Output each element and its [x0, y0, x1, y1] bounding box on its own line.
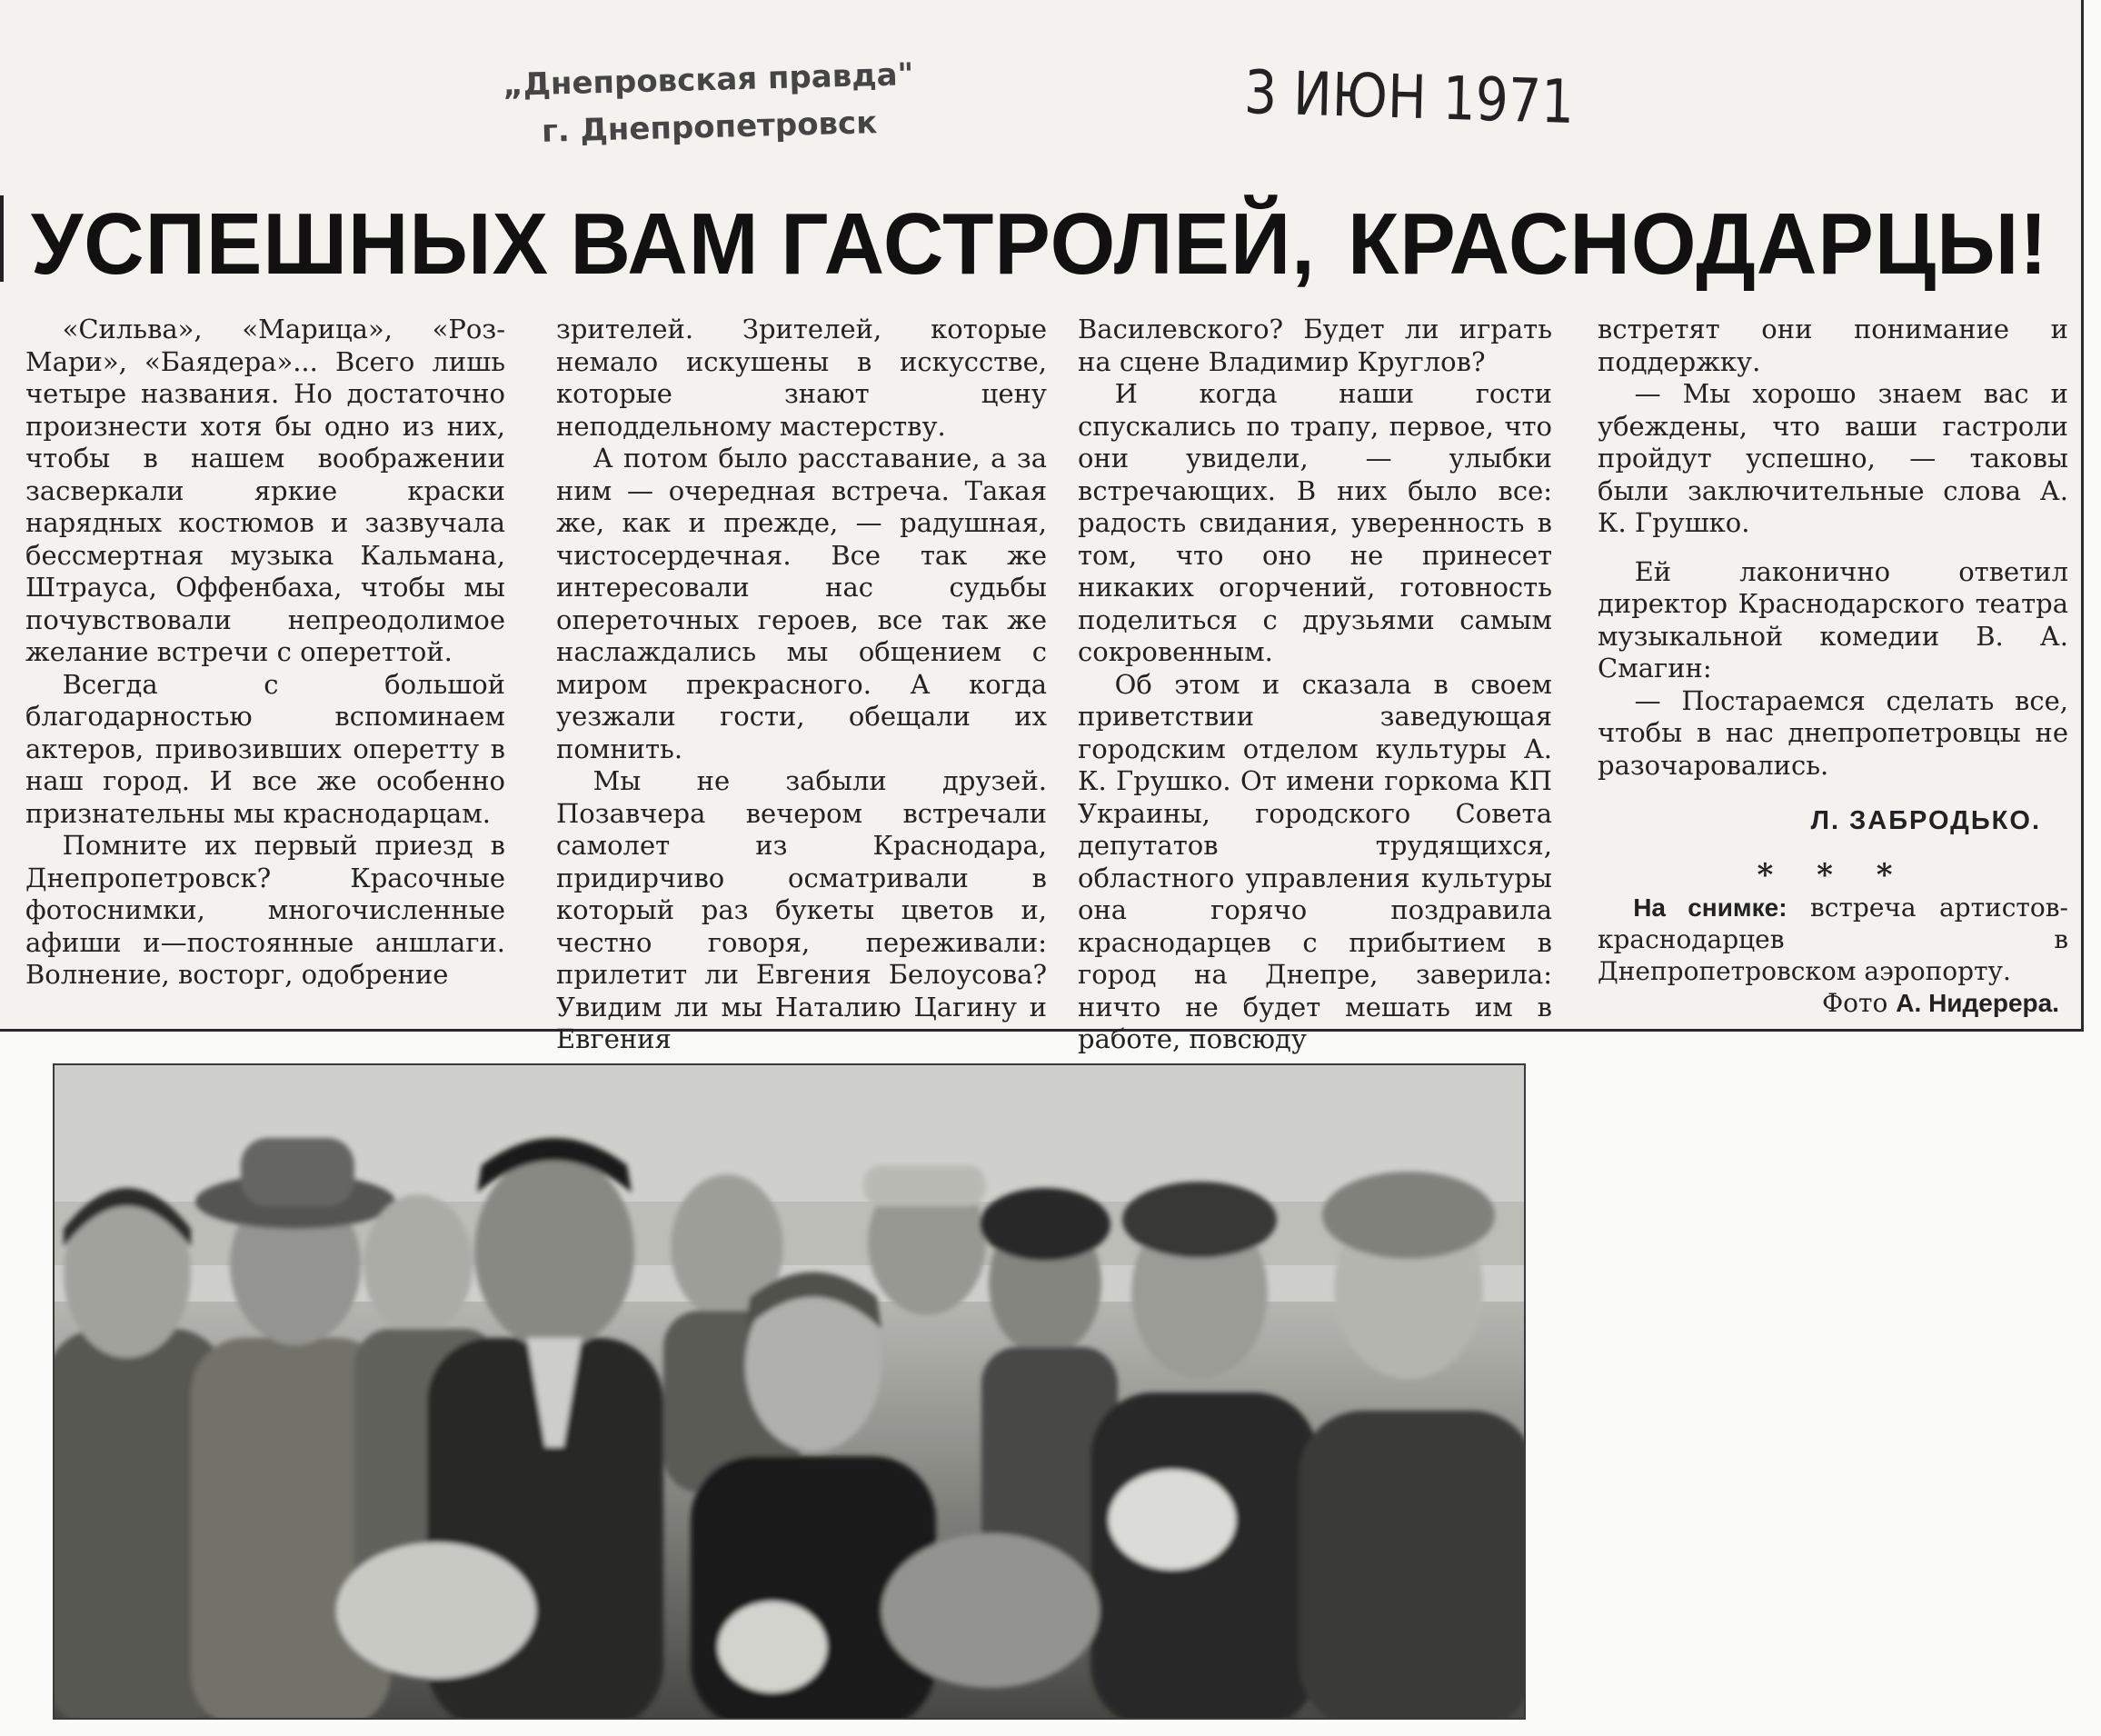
- article-column-2: [556, 314, 1047, 1056]
- article-column-1: [25, 314, 505, 992]
- paragraph: встретят они понимание и поддержку.: [1598, 314, 2068, 377]
- paragraph: «Сильва», «Марица», «Роз-Мари», «Баядера»... Всего лишь четыре названия. Но достаточно произнести хотя бы одно из них, чтобы в нашем воображении засверкали яркие краски нарядных костюмов и зазвучала бессмертная музыка Кальмана, Штрауса, Оффенбаха, чтобы мы почувствовали непреодолимое желание встречи с опереттой.: [25, 314, 505, 667]
- headline-word: ВАМ: [570, 195, 760, 293]
- caption-text: встреча артистов-краснодарцев в Днепропетровском аэропорту.: [1598, 893, 2068, 986]
- headline-word: ГАСТРОЛЕЙ,: [781, 195, 1316, 293]
- group-photo-illustration: [55, 1065, 1524, 1718]
- photo-credit: [1598, 987, 2068, 1020]
- paragraph: И когда наши гости спускались по трапу, первое, что они увидели, — улыбки встречающих. В них было все: радость свидания, уверенность в том, что оно не принесет никаких огорчений, готовность поделиться с друзьями самым сокровенным.: [1078, 378, 1552, 667]
- headline-word: КРАСНОДАРЦЫ!: [1348, 195, 2048, 293]
- article-column-4: [1598, 314, 2068, 1020]
- paragraph: А потом было расставание, а за ним — очередная встреча. Такая же, как и прежде, — радушная, чистосердечная. Все так же интересовали нас судьбы опереточных героев, все так же наслаждались мы общением с миром прекрасного. А когда уезжали гости, обещали их помнить.: [556, 443, 1047, 764]
- margin-rule: [0, 195, 4, 282]
- paragraph: — Постараемся сделать все, чтобы в нас днепропетровцы не разочаровались.: [1598, 684, 2068, 781]
- paragraph: зрителей. Зрителей, которые немало искушены в искусстве, которые знают цену неподдельному мастерству.: [556, 314, 1047, 442]
- photographer-name: А. Нидерера.: [1896, 989, 2059, 1017]
- section-separator: * * *: [1757, 856, 1909, 893]
- article-photo: [53, 1063, 1526, 1720]
- article-headline: [20, 195, 2063, 294]
- newspaper-source-stamp: [490, 51, 929, 157]
- headline-word: УСПЕШНЫХ: [30, 195, 550, 293]
- paragraph: Об этом и сказала в своем приветствии заведующая городским отделом культуры А. К. Грушко. От имени горкома КП Украины, городского Совета депутатов трудящихся, областного управления культуры она горячо поздравила краснодарцев с прибытием в город на Днепре, заверила: ничто не будет мешать им в работе, повсюду: [1078, 668, 1552, 1054]
- author-byline: Л. ЗАБРОДЬКО.: [1810, 806, 2041, 835]
- paragraph: Василевского? Будет ли играть на сцене Владимир Круглов?: [1078, 314, 1552, 377]
- caption-label: На снимке:: [1633, 893, 1787, 922]
- credit-prefix: Фото: [1821, 988, 1888, 1018]
- paragraph: — Мы хорошо знаем вас и убеждены, что ваши гастроли пройдут успешно, — таковы были заключительные слова А. К. Грушко.: [1598, 378, 2068, 538]
- paragraph: Ей лаконично ответил директор Краснодарского театра музыкальной комедии В. А. Смагин:: [1598, 555, 2068, 683]
- photo-caption: [1598, 892, 2068, 987]
- paragraph: Помните их первый приезд в Днепропетровск? Красочные фотоснимки, многочисленные афиши и—постоянные аншлаги. Волнение, восторг, одобрение: [25, 830, 505, 990]
- paragraph: Всегда с большой благодарностью вспоминаем актеров, привозивших оперетту в наш город. И все же особенно признательны мы краснодарцам.: [25, 668, 505, 829]
- newspaper-name: „Днепровская правда": [502, 56, 914, 104]
- article-column-3: [1078, 314, 1552, 1056]
- newspaper-city: г. Днепропетровск: [541, 105, 878, 150]
- date-stamp: 3 ИЮН 1971: [1243, 56, 1575, 138]
- paragraph: Мы не забыли друзей. Позавчера вечером встречали самолет из Краснодара, придирчиво осматривали в который раз букеты цветов и, честно говоря, переживали: прилетит ли Евгения Белоусова? Увидим ли мы Наталию Цагину и Евгения: [556, 765, 1047, 1054]
